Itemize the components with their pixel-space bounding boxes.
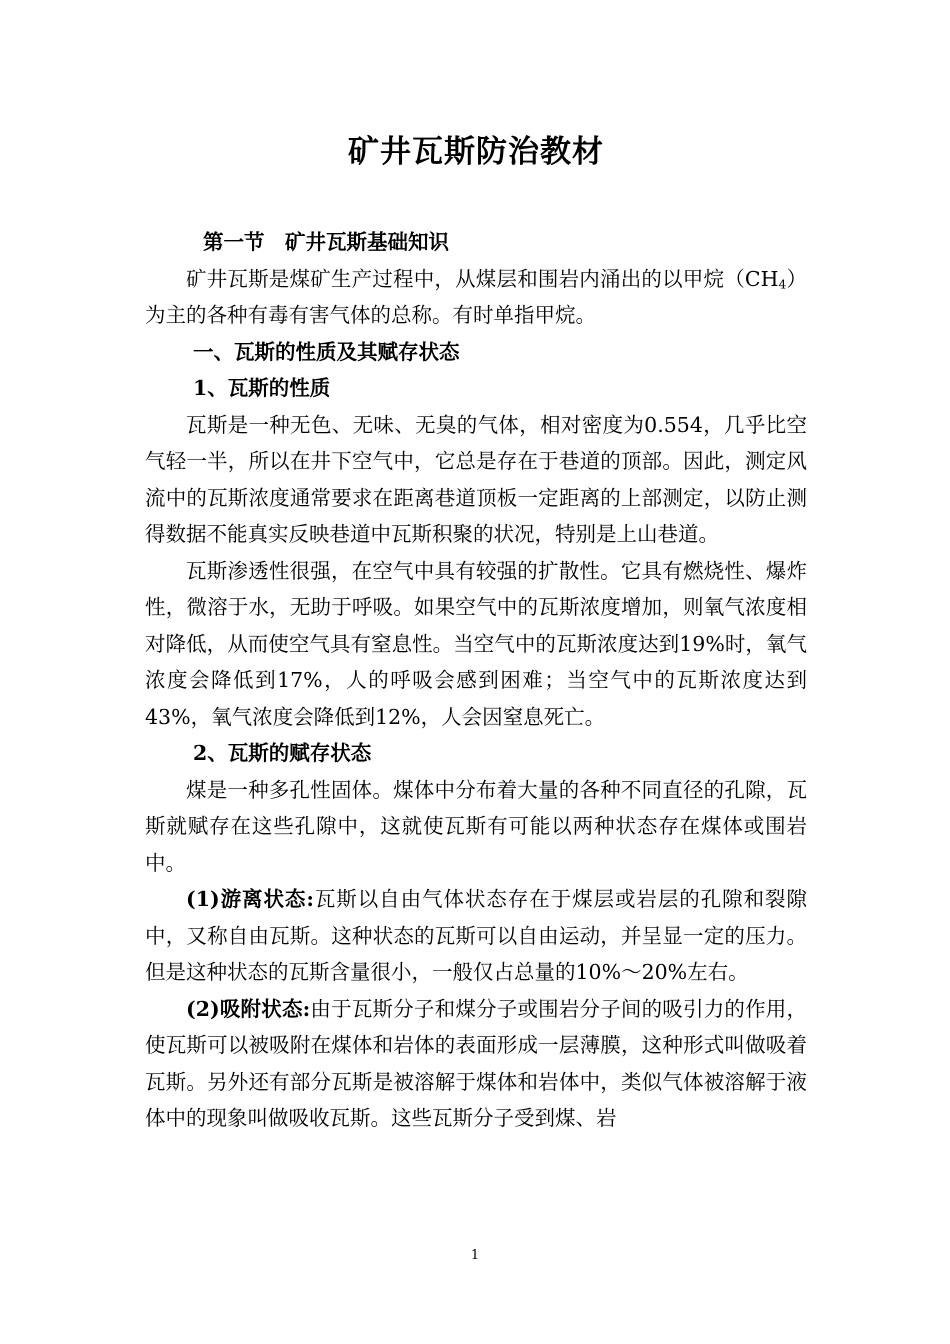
heading-gas-properties: 1、瓦斯的性质: [193, 376, 331, 400]
paragraph-gas-occurrence: 煤是一种多孔性固体。煤体中分布着大量的各种不同直径的孔隙，瓦斯就赋存在这些孔隙中，这就使瓦斯有可能以两种状态存在煤体或围岩中。: [145, 777, 807, 875]
heading-properties-and-occurrence: 一、瓦斯的性质及其赋存状态: [193, 339, 460, 364]
section-heading: 第一节 矿井瓦斯基础知识: [203, 230, 449, 254]
paragraph-gas-properties-1: 瓦斯是一种无色、无味、无臭的气体，相对密度为0.554，几乎比空气轻一半，所以在井下空气中，它总是存在于巷道的顶部。因此，测定风流中的瓦斯浓度通常要求在距离巷道顶板一定距离的上部测定，以防止测得数据不能真实反映巷道中瓦斯积聚的状况，特别是上山巷道。: [145, 412, 807, 546]
heading-gas-occurrence: 2、瓦斯的赋存状态: [193, 741, 372, 765]
free-state-label: (1)游离状态:: [186, 887, 314, 911]
document-body: [145, 224, 807, 1137]
intro-text-before: 矿井瓦斯是煤矿生产过程中，从煤层和围岩内涌出的以甲烷（CH: [186, 266, 779, 291]
intro-paragraph: [145, 261, 807, 334]
free-state-text: 瓦斯以自由气体状态存在于煤层或岩层的孔隙和裂隙中，又称自由瓦斯。这种状态的瓦斯可以自由运动，并呈显一定的压力。但是这种状态的瓦斯含量很小，一般仅占总量的10%～20%左右。: [145, 887, 807, 984]
methane-subscript: 4: [778, 276, 787, 291]
document-title: 矿井瓦斯防治教材: [348, 134, 604, 170]
page-number: 1: [470, 1248, 480, 1263]
adsorbed-state-label: (2)吸附状态:: [186, 996, 311, 1021]
paragraph-free-state: [145, 881, 807, 991]
paragraph-gas-properties-2: 瓦斯渗透性很强，在空气中具有较强的扩散性。它具有燃烧性、爆炸性，微溶于水，无助于呼吸。如果空气中的瓦斯浓度增加，则氧气浓度相对降低，从而使空气具有窒息性。当空气中的瓦斯浓度达到19%时，氧气浓度会降低到17%，人的呼吸会感到困难；当空气中的瓦斯浓度达到43%，氧气浓度会降低到12%，人会因窒息死亡。: [145, 558, 807, 729]
intro-text-after: ）为主的各种有毒有害气体的总称。有时单指甲烷。: [145, 266, 808, 327]
paragraph-adsorbed-state: [145, 991, 807, 1137]
adsorbed-state-text: 由于瓦斯分子和煤分子或围岩分子间的吸引力的作用，使瓦斯可以被吸附在煤体和岩体的表面形成一层薄膜，这种形式叫做吸着瓦斯。另外还有部分瓦斯是被溶解于煤体和岩体中，类似气体被溶解于液体中的现象叫做吸收瓦斯。这些瓦斯分子受到煤、岩: [145, 996, 808, 1130]
